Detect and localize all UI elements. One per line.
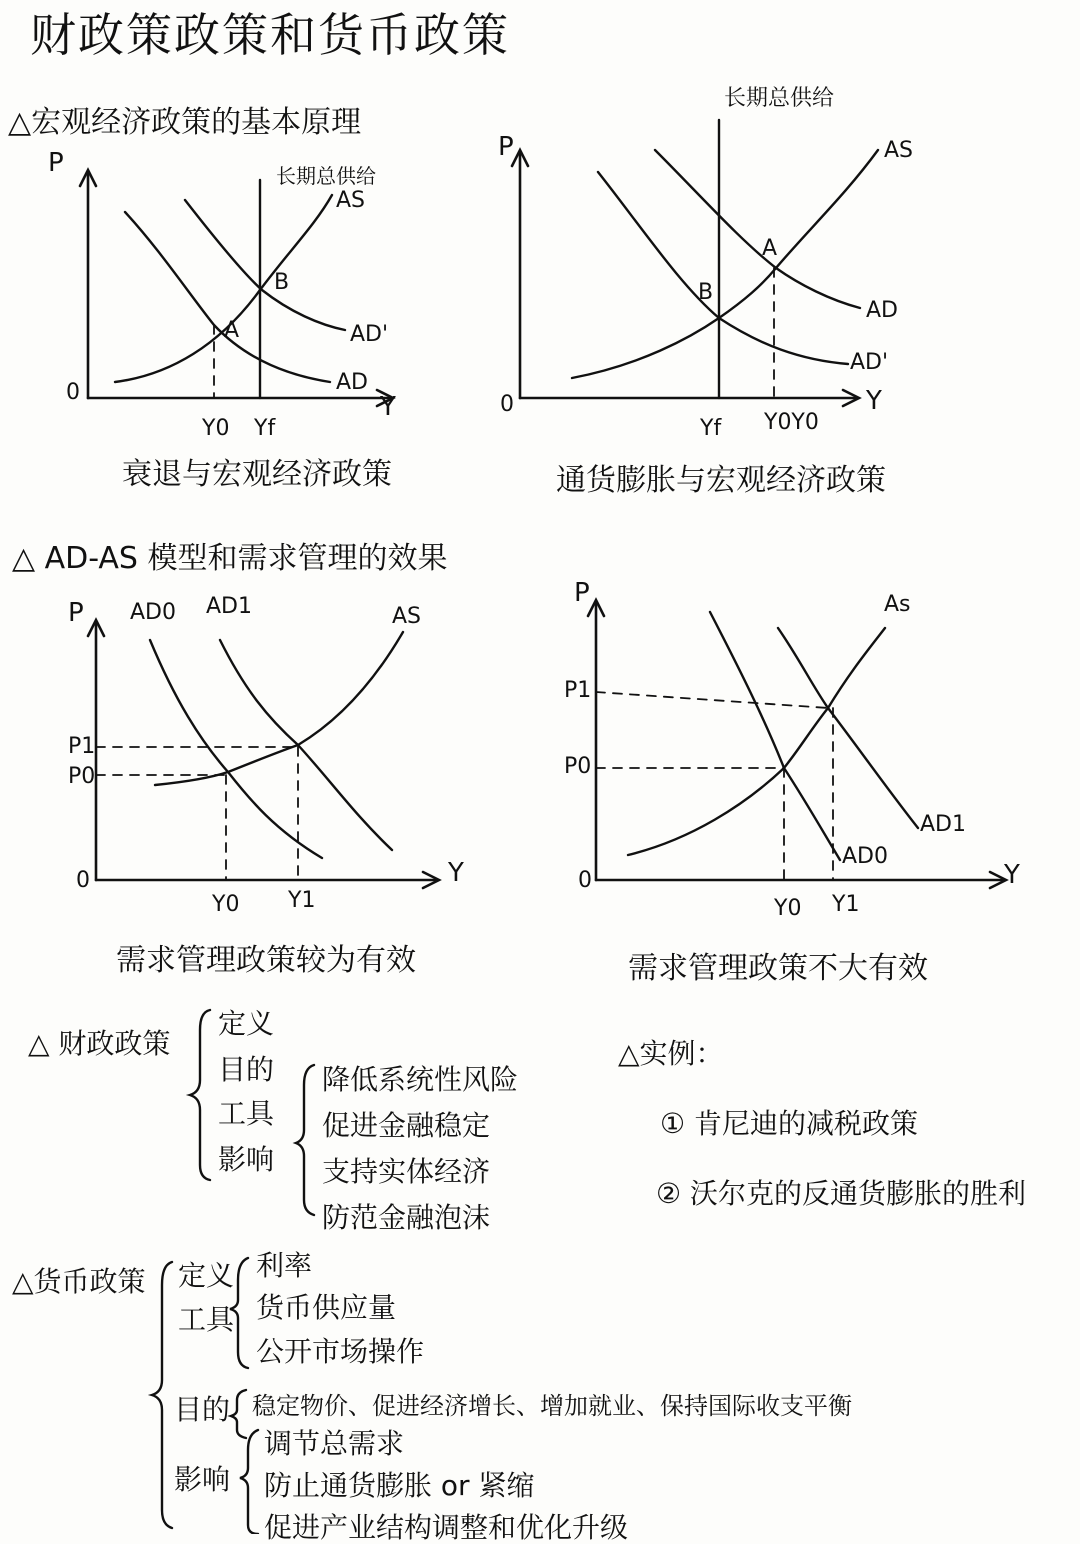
ineffective-origin-label: 0 — [578, 868, 592, 893]
ineffective-ad0-curve — [710, 612, 840, 860]
recession-p-label: P — [48, 148, 64, 178]
ineffective-p-label: P — [574, 578, 590, 608]
ineffective-ad1-label: AD1 — [920, 812, 966, 837]
effective-y1-label: Y1 — [288, 888, 316, 913]
inflation-as-label: AS — [884, 138, 914, 163]
effective-y-label: Y — [448, 858, 464, 888]
effective-chart — [88, 620, 439, 888]
fiscal-effects-brace — [296, 1065, 314, 1215]
inflation-lras-label: 长期总供给 — [724, 86, 835, 111]
monetary-heading: △货币政策 — [12, 1265, 146, 1298]
recession-ad-curve — [125, 212, 330, 382]
ineffective-as-curve — [628, 628, 885, 855]
ineffective-ad1-curve — [778, 628, 918, 828]
recession-point-a: A — [224, 318, 240, 343]
ineffective-p1-label: P1 — [564, 678, 592, 703]
effective-p0-label: P0 — [68, 764, 96, 789]
monetary-tools-label: 工具 — [178, 1303, 235, 1336]
fiscal-item-purpose: 目的 — [218, 1053, 275, 1086]
recession-ad-prime-label: AD' — [350, 322, 389, 347]
recession-y0-label: Y0 — [202, 416, 230, 441]
fiscal-item-tools: 工具 — [218, 1097, 275, 1130]
recession-yf-label: Yf — [254, 416, 276, 441]
ineffective-y0-label: Y0 — [774, 896, 802, 921]
example-1: ① 肯尼迪的减税政策 — [660, 1107, 919, 1140]
ineffective-caption: 需求管理政策不大有效 — [628, 951, 928, 986]
recession-origin-label: 0 — [66, 380, 80, 405]
ineffective-ad0-label: AD0 — [842, 844, 888, 869]
monetary-goals: 稳定物价、促进经济增长、增加就业、保持国际收支平衡 — [252, 1392, 852, 1420]
effective-as-label: AS — [392, 604, 422, 629]
effective-p1-label: P1 — [68, 734, 96, 759]
ineffective-y-label: Y — [1004, 860, 1020, 890]
inflation-ad-label: AD — [866, 298, 898, 323]
example-2: ② 沃尔克的反通货膨胀的胜利 — [656, 1177, 1027, 1210]
ineffective-chart — [588, 600, 1006, 888]
section-heading-principles: △宏观经济政策的基本原理 — [8, 105, 362, 140]
ineffective-y1-label: Y1 — [832, 892, 860, 917]
monetary-goals-label: 目的 — [174, 1393, 231, 1426]
inflation-as-curve — [572, 150, 878, 378]
examples-heading: △实例： — [618, 1037, 724, 1070]
effective-ad0-curve — [150, 640, 322, 858]
inflation-point-a: A — [762, 236, 778, 261]
fiscal-effect-2: 促进金融稳定 — [322, 1109, 491, 1142]
recession-ad-prime-curve — [185, 200, 345, 330]
inflation-chart — [512, 120, 878, 406]
inflation-caption: 通货膨胀与宏观经济政策 — [556, 463, 886, 498]
inflation-ad-prime-label: AD' — [850, 350, 889, 375]
fiscal-item-effects: 影响 — [218, 1143, 275, 1176]
effective-ad0-label: AD0 — [130, 600, 176, 625]
monetary-definition: 定义 — [178, 1259, 235, 1292]
ineffective-as-label: As — [884, 592, 911, 617]
monetary-effects-brace — [240, 1430, 258, 1534]
recession-point-b: B — [274, 270, 290, 295]
effective-p-label: P — [68, 598, 84, 628]
effective-ad1-label: AD1 — [206, 594, 252, 619]
inflation-y0-label: Y0Y0 — [764, 410, 819, 435]
ineffective-p0-label: P0 — [564, 754, 592, 779]
inflation-point-b: B — [698, 280, 714, 305]
monetary-effect-1: 调节总需求 — [264, 1427, 405, 1460]
recession-lras-label: 长期总供给 — [276, 164, 376, 188]
effective-as-curve — [155, 632, 403, 785]
recession-y-label: Y — [380, 392, 396, 422]
monetary-goals-brace — [231, 1390, 246, 1438]
monetary-effect-3: 促进产业结构调整和优化升级 — [264, 1511, 629, 1544]
recession-ad-label: AD — [336, 370, 368, 395]
monetary-tool-1: 利率 — [256, 1249, 313, 1282]
section-heading-adas: △ AD-AS 模型和需求管理的效果 — [12, 541, 448, 576]
effective-origin-label: 0 — [76, 868, 90, 893]
fiscal-brace — [190, 1010, 210, 1180]
effective-ad1-curve — [220, 640, 392, 850]
inflation-p-label: P — [498, 132, 514, 162]
monetary-effect-2: 防止通货膨胀 or 紧缩 — [264, 1469, 535, 1502]
recession-caption: 衰退与宏观经济政策 — [122, 457, 392, 492]
recession-as-curve — [115, 195, 332, 382]
fiscal-item-definition: 定义 — [218, 1007, 275, 1040]
monetary-effects-label: 影响 — [174, 1463, 231, 1496]
fiscal-effect-3: 支持实体经济 — [322, 1155, 491, 1188]
effective-caption: 需求管理政策较为有效 — [116, 943, 416, 978]
monetary-tool-2: 货币供应量 — [256, 1291, 397, 1324]
inflation-origin-label: 0 — [500, 392, 514, 417]
recession-as-label: AS — [336, 188, 366, 213]
monetary-brace — [152, 1262, 172, 1528]
inflation-yf-label: Yf — [700, 416, 722, 441]
inflation-y-label: Y — [866, 386, 882, 416]
ineffective-p1-dashed — [596, 692, 828, 708]
monetary-tool-3: 公开市场操作 — [256, 1335, 425, 1368]
fiscal-effect-4: 防范金融泡沫 — [322, 1201, 491, 1234]
fiscal-heading: △ 财政政策 — [28, 1027, 171, 1060]
effective-y0-label: Y0 — [212, 892, 240, 917]
fiscal-effect-1: 降低系统性风险 — [322, 1063, 519, 1096]
page-title: 财政策政策和货币政策 — [30, 8, 510, 62]
inflation-ad-prime-curve — [598, 172, 848, 364]
